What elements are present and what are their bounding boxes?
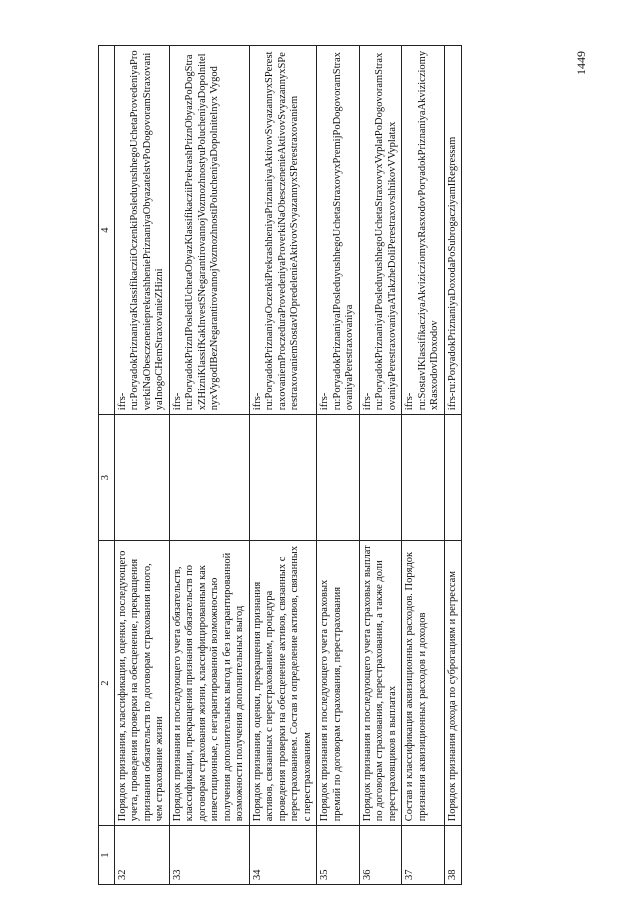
row-code: ifrs-ru:SostavIKlassifikacziyaAkvizicziomyxRasxodovPoryadokPriznaniyaAkvizicziomyxRasxodovIDoxodov bbox=[402, 46, 445, 415]
row-description: Порядок признания, оценки, прекращения признания активов, связанных с перестрахованием, процедура проведения проверки на обесценение активов, связанных с перестрахованием. Состав и определение активов, связанных с перестрахованием bbox=[249, 541, 317, 826]
row-code: ifrs-ru:PoryadokPriznaniyaIPosleduyushhegoUchetaStraxovyxPremijPoDogovoramStraxovaniyaPerestraxovaniya bbox=[317, 46, 360, 415]
row-number: 38 bbox=[444, 826, 462, 885]
row-code: ifrs-ru:PoryadokPriznaniyaIPosleduyushhegoUchetaStraxovyxVyplatPoDogovoramStraxovaniyaPerestraxovaniyaATakzheDoliPerestraxovshhikovVVyplatax bbox=[359, 46, 402, 415]
table-row bbox=[444, 46, 462, 885]
row-number: 36 bbox=[359, 826, 402, 885]
row-col3 bbox=[402, 415, 445, 541]
row-description: Порядок признания и последующего учета страховых выплат по договорам страхования, перестрахования, а также доли перестраховщиков в выплатах bbox=[359, 541, 402, 826]
table-row bbox=[402, 46, 445, 885]
row-code: ifrs-ru:PoryadokPriznaniyaKlassifikacziiOczenkiPosleduyushhegoUchetaProvedeniyaProverkiNaObesczenenieprekrashheniePriznaniyaObyazatelstvPoDogovoramStraxovaniyaInogoCHemStraxovanieZHizni bbox=[114, 46, 169, 415]
classification-table bbox=[98, 45, 462, 885]
header-col-3: 3 bbox=[99, 415, 115, 541]
header-col-4: 4 bbox=[99, 46, 115, 415]
table-row bbox=[249, 46, 317, 885]
row-description: Порядок признания и последующего учета страховых премий по договорам страхования, перестрахования bbox=[317, 541, 360, 826]
row-number: 35 bbox=[317, 826, 360, 885]
page-number: 1449 bbox=[574, 51, 588, 75]
row-col3 bbox=[317, 415, 360, 541]
row-number: 37 bbox=[402, 826, 445, 885]
table-row bbox=[317, 46, 360, 885]
row-code: ifrs-ru:PoryadokPriznaniyaDoxodaPoSubrogacziyamIRegressam bbox=[444, 46, 462, 415]
row-code: ifrs-ru:PoryadokPriznaniyaOczenkiPrekrashheniyaPriznaniyaAktivovSvyazannyxSPerestraxovaniemProczeduraProvedeniyaProverkiNaObesczenenieAktivovSvyazannyxSPerestraxovaniemSostavIOpredelenieAktivovSvyazannyxSPerestraxovaniem bbox=[249, 46, 317, 415]
row-col3 bbox=[249, 415, 317, 541]
header-col-1: 1 bbox=[99, 826, 115, 885]
row-number: 32 bbox=[114, 826, 169, 885]
header-row bbox=[99, 46, 115, 885]
header-col-2: 2 bbox=[99, 541, 115, 826]
row-number: 34 bbox=[249, 826, 317, 885]
table-row bbox=[169, 46, 249, 885]
row-col3 bbox=[114, 415, 169, 541]
row-number: 33 bbox=[169, 826, 249, 885]
row-description: Состав и классификация аквизиционных расходов. Порядок признания аквизиционных расходов и доходов bbox=[402, 541, 445, 826]
row-description: Порядок признания, классификации, оценки, последующего учета, проведения проверки на обесценение, прекращения признания обязательств по договорам страхования иного, чем страхование жизни bbox=[114, 541, 169, 826]
row-col3 bbox=[359, 415, 402, 541]
table-row bbox=[359, 46, 402, 885]
row-description: Порядок признания дохода по суброгациям и регрессам bbox=[444, 541, 462, 826]
row-col3 bbox=[169, 415, 249, 541]
row-description: Порядок признания и последующего учета обязательств, классификации, прекращения признания обязательств по договорам страхования жизни, классифицированным как инвестиционные, с негарантированной возможностью получения дополнительных выгод и без негарантированной возможности получения дополнительных выгод bbox=[169, 541, 249, 826]
row-code: ifrs-ru:PoryadokPriznIPoslediUchetaObyazKlassifikacziiPrekrashPriznObyazPoDogStraxZHizniKlassifKakInvestSNegarantirovannojVozmozhnostyuPolucheniyaDopolnitelnyxVygodIBezNegarantirovannojVozmozhnostiPolucheniyaDopolnitelnyx Vygod bbox=[169, 46, 249, 415]
row-col3 bbox=[444, 415, 462, 541]
table-row bbox=[114, 46, 169, 885]
